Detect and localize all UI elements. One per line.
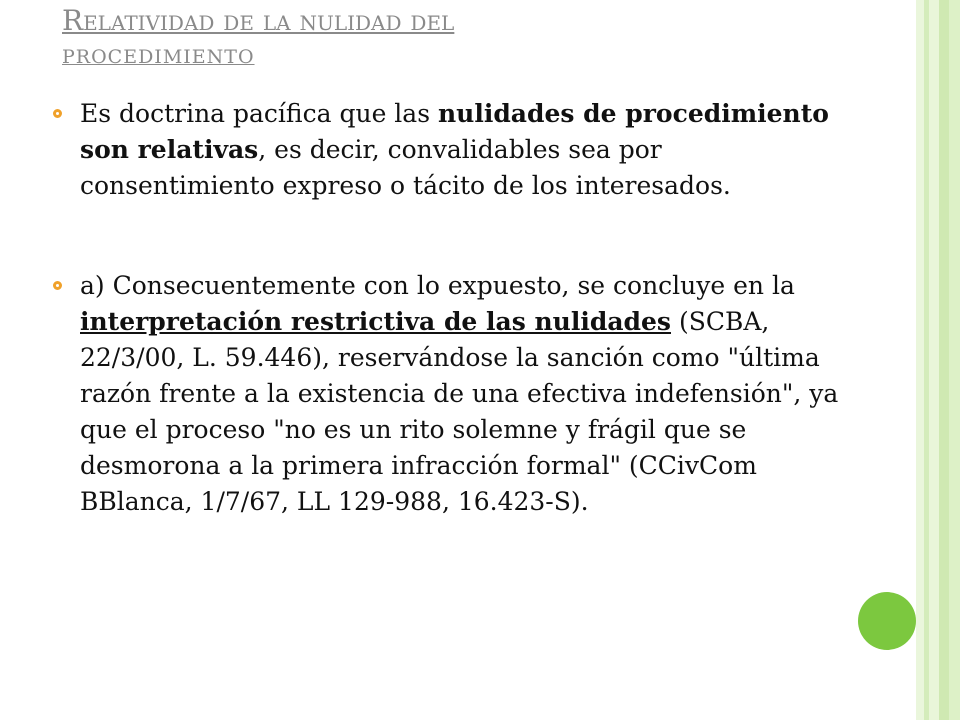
title-line-1: Relatividad de la nulidad del <box>62 4 455 37</box>
bullet-text: , es decir, convalidables sea por consentimiento expreso o tácito de los interesados. <box>80 135 731 200</box>
bullet-ring-icon <box>53 281 62 290</box>
stripe <box>939 0 949 720</box>
bullet-text: a) Consecuentemente con lo expuesto, se concluye en la <box>80 271 795 300</box>
decorative-green-circle <box>858 592 916 650</box>
stripe <box>929 0 939 720</box>
decorative-side-stripes <box>916 0 960 720</box>
stripe <box>916 0 924 720</box>
bullet-item <box>52 96 842 204</box>
slide-body <box>52 96 842 520</box>
stripe <box>949 0 960 720</box>
bullet-bold-text: nulidades de procedimiento son relativas <box>80 99 829 164</box>
bullet-bold-underlined-text: interpretación restrictiva de las nulidades <box>80 307 671 336</box>
bullet-text: Es doctrina pacífica que las <box>80 99 438 128</box>
bullet-text: (SCBA, 22/3/00, L. 59.446), reservándose la sanción como "última razón frente a la existencia de una efectiva indefensión", ya que el proceso "no es un rito solemne y frágil que se desmorona a la primera infracción formal" (CCivCom BBlanca, 1/7/67, LL 129-988, 16.423-S). <box>80 307 839 516</box>
title-line-2: PROCEDIMIENTO <box>62 46 255 68</box>
bullet-ring-icon <box>53 109 62 118</box>
slide-title <box>62 2 862 76</box>
bullet-item <box>52 268 842 520</box>
